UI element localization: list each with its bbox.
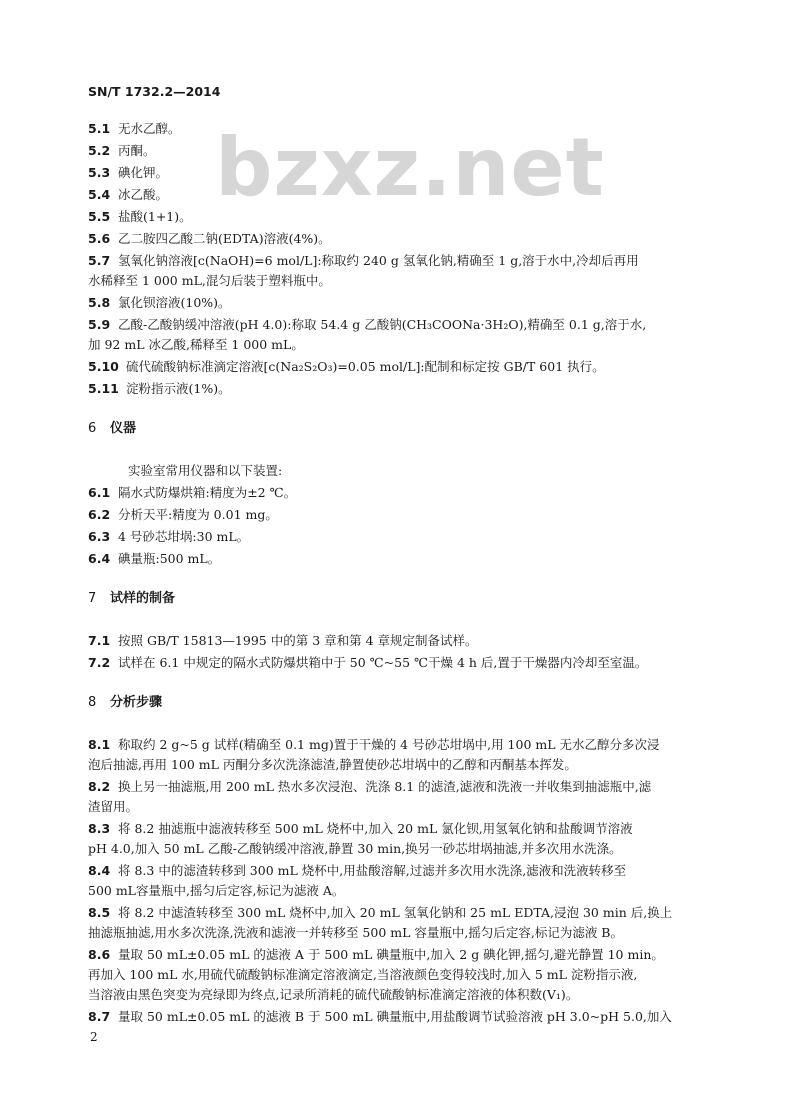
- clause-number: 8.5: [88, 905, 111, 920]
- section-number: 6: [88, 421, 97, 436]
- clause-text: 500 mL容量瓶中,摇匀后定容,标记为滤液 A。: [88, 883, 345, 898]
- clause-5-3: [88, 165, 728, 181]
- clause-text: 无水乙醇。: [118, 121, 181, 136]
- clause-text: 实验室常用仪器和以下装置:: [128, 463, 283, 478]
- clause-continuation: [88, 799, 728, 815]
- clause-text: 将 8.2 抽滤瓶中滤液转移至 500 mL 烧杯中,加入 20 mL 氯化钡,用氢氧化钠和盐酸调节溶液: [118, 821, 633, 836]
- clause-text: 碘化钾。: [118, 165, 169, 180]
- clause-number: 5.8: [88, 295, 111, 310]
- clause-text: 水稀释至 1 000 mL,混匀后装于塑料瓶中。: [88, 273, 331, 288]
- clause-8-1: [88, 737, 728, 753]
- clause-text: 淀粉指示液(1%)。: [126, 381, 231, 396]
- clause-text: 氢氧化钠溶液[c(NaOH)=6 mol/L]:称取约 240 g 氢氧化钠,精确至 1 g,溶于水中,冷却后再用: [118, 253, 639, 268]
- clause-continuation: [88, 841, 728, 857]
- clause-8-2: [88, 779, 728, 795]
- clause-number: 8.6: [88, 947, 111, 962]
- clause-text: 量取 50 mL±0.05 mL 的滤液 B 于 500 mL 碘量瓶中,用盐酸调节试验溶液 pH 3.0~pH 5.0,加入: [118, 1009, 672, 1024]
- clause-8-3: [88, 821, 728, 837]
- clause-6-2: [88, 507, 728, 523]
- section-heading-8: [88, 695, 162, 711]
- clause-text: 抽滤瓶抽滤,用水多次洗涤,洗液和滤液一并转移至 500 mL 容量瓶中,摇匀后定容,标记为滤液 B。: [88, 925, 623, 940]
- clause-6-1: [88, 485, 728, 501]
- clause-text: 按照 GB/T 15813—1995 中的第 3 章和第 4 章规定制备试样。: [118, 633, 478, 648]
- section-heading-6: [88, 421, 136, 437]
- clause-text: 再加入 100 mL 水,用硫代硫酸钠标准滴定溶液滴定,当溶液颜色变得较浅时,加入 5 mL 淀粉指示液,: [88, 967, 638, 982]
- clause-number: 5.7: [88, 253, 111, 268]
- clause-number: 5.2: [88, 143, 111, 158]
- clause-text: 碘量瓶:500 mL。: [118, 551, 221, 566]
- clause-text: 乙酸-乙酸钠缓冲溶液(pH 4.0):称取 54.4 g 乙酸钠(CH₃COONa·3H₂O),精确至 0.1 g,溶于水,: [118, 317, 647, 332]
- clause-5-4: [88, 187, 728, 203]
- clause-text: 试样在 6.1 中规定的隔水式防爆烘箱中于 50 ℃~55 ℃干燥 4 h 后,置于干燥器内冷却至室温。: [118, 655, 648, 670]
- page-number: 2: [90, 1030, 98, 1044]
- clause-text: 冰乙酸。: [118, 187, 169, 202]
- clause-continuation: [128, 463, 768, 479]
- clause-text: 丙酮。: [118, 143, 156, 158]
- section-number: 7: [88, 591, 97, 606]
- clause-8-4: [88, 863, 728, 879]
- clause-6-4: [88, 551, 728, 567]
- clause-number: 5.11: [88, 381, 119, 396]
- clause-number: 8.4: [88, 863, 111, 878]
- clause-number: 6.1: [88, 485, 111, 500]
- watermark: bzxz.net: [215, 121, 605, 214]
- clause-number: 6.4: [88, 551, 111, 566]
- clause-5-9: [88, 317, 728, 333]
- clause-5-7: [88, 253, 728, 269]
- clause-5-5: [88, 209, 728, 225]
- clause-text: 换上另一抽滤瓶,用 200 mL 热水多次浸泡、洗涤 8.1 的滤渣,滤液和洗液一并收集到抽滤瓶中,滤: [118, 779, 652, 794]
- clause-number: 5.1: [88, 121, 111, 136]
- clause-text: 氯化钡溶液(10%)。: [118, 295, 231, 310]
- clause-text: 将 8.2 中滤渣转移至 300 mL 烧杯中,加入 20 mL 氢氧化钠和 25 mL EDTA,浸泡 30 min 后,换上: [118, 905, 673, 920]
- clause-text: 乙二胺四乙酸二钠(EDTA)溶液(4%)。: [118, 231, 331, 246]
- clause-number: 7.2: [88, 655, 111, 670]
- clause-5-10: [88, 359, 728, 375]
- clause-number: 8.7: [88, 1009, 111, 1024]
- document-code: SN/T 1732.2—2014: [88, 84, 221, 99]
- clause-7-1: [88, 633, 728, 649]
- clause-5-6: [88, 231, 728, 247]
- clause-5-8: [88, 295, 728, 311]
- section-number: 8: [88, 695, 97, 710]
- clause-5-1: [88, 121, 728, 137]
- clause-text: 加 92 mL 冰乙酸,稀释至 1 000 mL。: [88, 337, 304, 352]
- clause-text: 4 号砂芯坩埚:30 mL。: [118, 529, 250, 544]
- clause-continuation: [88, 925, 728, 941]
- clause-text: 隔水式防爆烘箱:精度为±2 ℃。: [118, 485, 297, 500]
- clause-continuation: [88, 883, 728, 899]
- clause-text: 量取 50 mL±0.05 mL 的滤液 A 于 500 mL 碘量瓶中,加入 2 g 碘化钾,摇匀,避光静置 10 min。: [118, 947, 664, 962]
- clause-number: 8.2: [88, 779, 111, 794]
- clause-continuation: [88, 337, 728, 353]
- clause-text: 泡后抽滤,再用 100 mL 丙酮分多次洗涤滤渣,静置使砂芯坩埚中的乙醇和丙酮基本挥发。: [88, 757, 577, 772]
- clause-number: 8.3: [88, 821, 111, 836]
- clause-text: 盐酸(1+1)。: [118, 209, 192, 224]
- clause-text: 渣留用。: [88, 799, 139, 814]
- clause-number: 6.2: [88, 507, 111, 522]
- clause-continuation: [88, 967, 728, 983]
- clause-number: 5.3: [88, 165, 111, 180]
- clause-6-3: [88, 529, 728, 545]
- clause-number: 5.9: [88, 317, 111, 332]
- clause-text: 分析天平:精度为 0.01 mg。: [118, 507, 278, 522]
- clause-number: 8.1: [88, 737, 111, 752]
- clause-text: 将 8.3 中的滤渣转移到 300 mL 烧杯中,用盐酸溶解,过滤并多次用水洗涤,滤液和洗液转移至: [118, 863, 627, 878]
- clause-7-2: [88, 655, 728, 671]
- clause-text: 称取约 2 g~5 g 试样(精确至 0.1 mg)置于干燥的 4 号砂芯坩埚中,用 100 mL 无水乙醇分多次浸: [118, 737, 660, 752]
- clause-continuation: [88, 273, 728, 289]
- clause-number: 7.1: [88, 633, 111, 648]
- clause-number: 5.6: [88, 231, 111, 246]
- clause-number: 6.3: [88, 529, 111, 544]
- clause-text: 硫代硫酸钠标准滴定溶液[c(Na₂S₂O₃)=0.05 mol/L]:配制和标定按 GB/T 601 执行。: [126, 359, 605, 374]
- clause-number: 5.10: [88, 359, 119, 374]
- clause-number: 5.4: [88, 187, 111, 202]
- clause-8-7: [88, 1009, 728, 1025]
- section-title: 仪器: [110, 421, 137, 436]
- clause-5-11: [88, 381, 728, 397]
- clause-continuation: [88, 757, 728, 773]
- section-title: 试样的制备: [110, 591, 176, 606]
- section-heading-7: [88, 591, 175, 607]
- clause-continuation: [88, 987, 728, 1003]
- clause-8-6: [88, 947, 728, 963]
- clause-5-2: [88, 143, 728, 159]
- clause-number: 5.5: [88, 209, 111, 224]
- clause-8-5: [88, 905, 728, 921]
- clause-text: 当溶液由黑色突变为亮绿即为终点,记录所消耗的硫代硫酸钠标准滴定溶液的体积数(V₁)。: [88, 987, 579, 1002]
- section-title: 分析步骤: [110, 695, 163, 710]
- clause-text: pH 4.0,加入 50 mL 乙酸-乙酸钠缓冲溶液,静置 30 min,换另一砂芯坩埚抽滤,并多次用水洗涤。: [88, 841, 622, 856]
